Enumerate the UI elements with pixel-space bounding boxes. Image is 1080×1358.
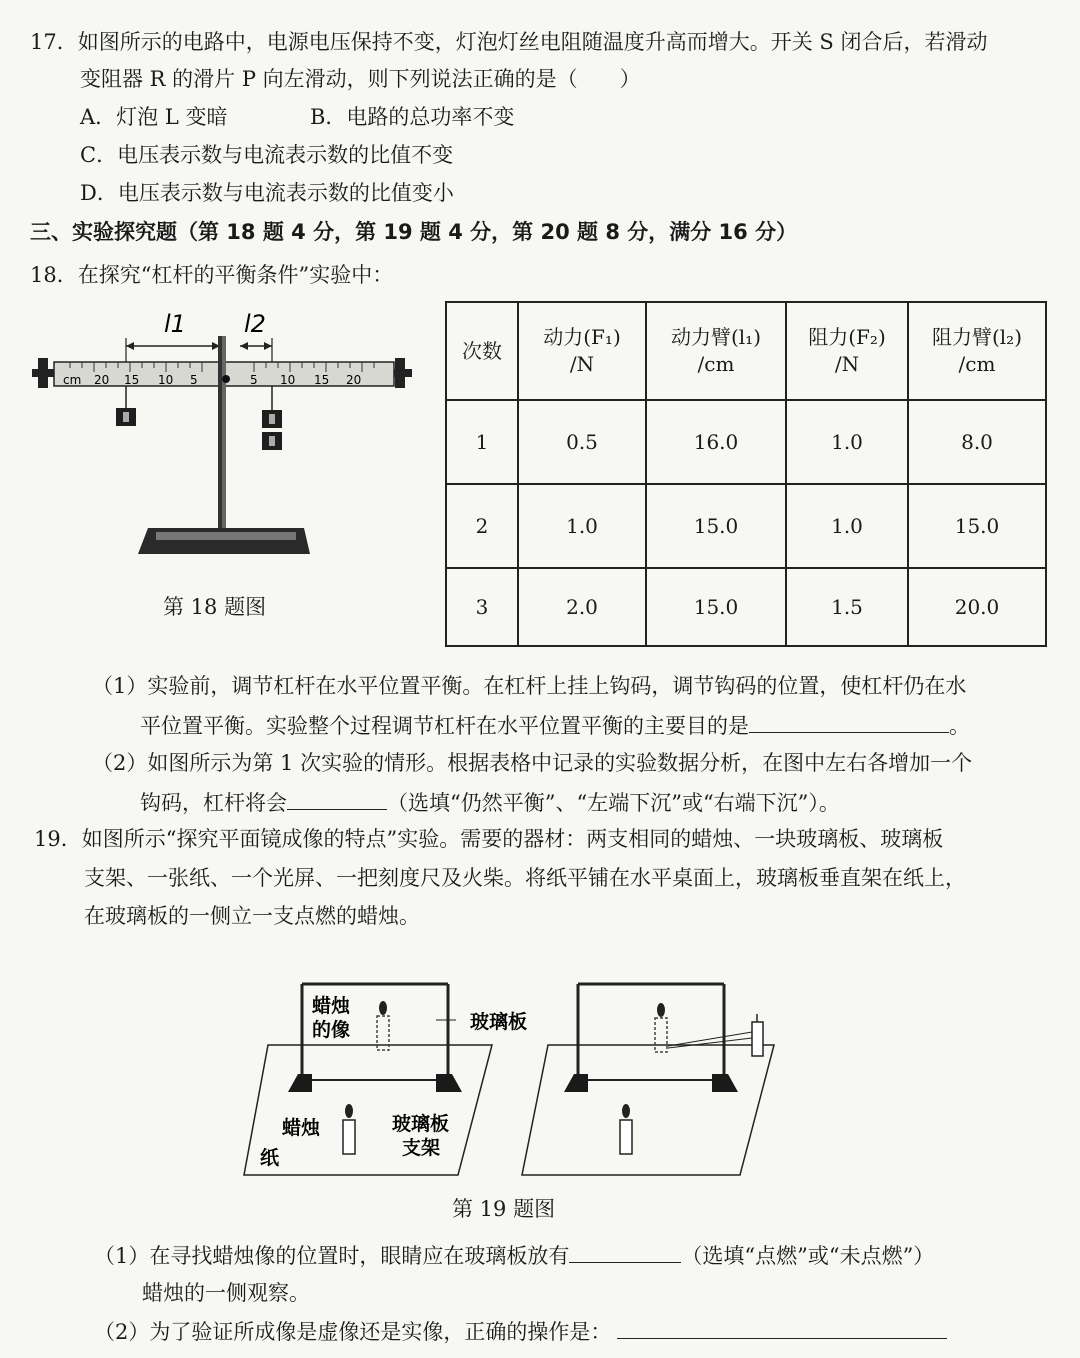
scale-tick: 10 xyxy=(158,373,174,387)
header-trial: 次数 xyxy=(446,302,518,400)
header-load-force: 阻力(F₂) /N xyxy=(786,302,908,400)
q19-part2-line1 xyxy=(94,1320,947,1343)
lever-figure xyxy=(30,300,420,570)
q17-stem-line1: 17．如图所示的电路中，电源电压保持不变，灯泡灯丝电阻随温度升高而增大。开关 S 闭合后，若滑动 xyxy=(30,30,988,54)
header-load-arm: 阻力臂(l₂) /cm xyxy=(908,302,1046,400)
table-cell: 16.0 xyxy=(646,400,786,484)
q19-figure-caption: 第 19 题图 xyxy=(452,1197,556,1221)
table-row xyxy=(446,400,1046,484)
q18-part1-answer-blank[interactable] xyxy=(749,714,949,733)
header-effort-arm: 动力臂(l₁) /cm xyxy=(646,302,786,400)
lit-candle-2 xyxy=(620,1120,632,1154)
q18-part2-hint: （选填“仍然平衡”、“左端下沉”或“右端下沉”）。 xyxy=(387,791,840,815)
label-candle-image: 蜡烛 xyxy=(312,995,351,1017)
table-cell: 1.0 xyxy=(518,484,646,568)
label-stand-2: 支架 xyxy=(402,1137,441,1159)
q18-part2-line1: （2）如图所示为第 1 次实验的情形。根据表格中记录的实验数据分析，在图中左右各增加一个 xyxy=(92,751,973,775)
q18-part2-answer-blank[interactable] xyxy=(287,791,387,810)
cm-label: cm xyxy=(63,373,82,387)
q18-part1-line2 xyxy=(140,714,970,737)
label-candle: 蜡烛 xyxy=(282,1117,321,1139)
glass-stand-right xyxy=(436,1074,462,1092)
table-cell: 0.5 xyxy=(518,400,646,484)
q17-option-c: C．电压表示数与电流表示数的比值不变 xyxy=(80,143,454,167)
q19-stem-line2: 支架、一张纸、一个光屏、一把刻度尺及火柴。将纸平铺在水平桌面上，玻璃板垂直架在纸上， xyxy=(84,866,966,890)
q19-stem-line1: 19．如图所示“探究平面镜成像的特点”实验。需要的器材：两支相同的蜡烛、一块玻璃板、玻璃板 xyxy=(34,827,944,851)
label-stand: 玻璃板 xyxy=(392,1113,450,1135)
q19-stem-line3: 在玻璃板的一侧立一支点燃的蜡烛。 xyxy=(84,904,420,928)
candle-image-2 xyxy=(655,1018,667,1052)
table-row xyxy=(446,568,1046,646)
q18-part2-text: 钩码，杠杆将会 xyxy=(140,791,287,815)
q18-intro: 18．在探究“杠杆的平衡条件”实验中： xyxy=(30,263,394,287)
q17-option-b: B．电路的总功率不变 xyxy=(310,105,515,129)
q19-part1-line1 xyxy=(94,1244,934,1267)
table-cell: 3 xyxy=(446,568,518,646)
plane-mirror-figure xyxy=(240,970,780,1180)
q18-part1-line1: （1）实验前，调节杠杆在水平位置平衡。在杠杆上挂上钩码，调节钩码的位置，使杠杆仍在水 xyxy=(92,674,967,698)
table-header-row xyxy=(446,302,1046,400)
q19-part1-line2: 蜡烛的一侧观察。 xyxy=(142,1281,310,1305)
l2-label: l2 xyxy=(244,310,266,338)
q17-stem-line2: 变阻器 R 的滑片 P 向左滑动，则下列说法正确的是（ ） xyxy=(80,67,641,91)
table-cell: 15.0 xyxy=(646,484,786,568)
paper-sheet-2 xyxy=(522,1045,774,1175)
table-cell: 15.0 xyxy=(646,568,786,646)
table-cell: 15.0 xyxy=(908,484,1046,568)
q19-part1-text: （1）在寻找蜡烛像的位置时，眼睛应在玻璃板放有 xyxy=(94,1244,570,1268)
table-cell: 1.0 xyxy=(786,484,908,568)
unlit-candle xyxy=(752,1022,763,1056)
table-cell: 2 xyxy=(446,484,518,568)
table-cell: 1 xyxy=(446,400,518,484)
stand-base xyxy=(138,528,310,554)
q18-part1-end: 。 xyxy=(949,714,970,738)
table-cell: 20.0 xyxy=(908,568,1046,646)
section-3-heading: 三、实验探究题（第 18 题 4 分，第 19 题 4 分，第 20 题 8 分，满分 16 分） xyxy=(30,220,798,244)
scale-tick: 5 xyxy=(190,373,198,387)
paper-sheet xyxy=(244,1045,492,1175)
table-cell: 1.0 xyxy=(786,400,908,484)
q18-figure-caption: 第 18 题图 xyxy=(163,595,267,619)
q19-part1-hint: （选填“点燃”或“未点燃”） xyxy=(681,1244,935,1268)
q19-part2-text: （2）为了验证所成像是虚像还是实像，正确的操作是： xyxy=(94,1320,612,1344)
lit-candle xyxy=(343,1120,355,1154)
scale-tick: 15 xyxy=(124,373,140,387)
scale-tick: 5 xyxy=(250,373,258,387)
q17-option-a: A．灯泡 L 变暗 xyxy=(80,105,228,129)
label-candle-image-2: 的像 xyxy=(312,1019,351,1041)
q19-part1-answer-blank[interactable] xyxy=(569,1244,681,1263)
l1-label: l1 xyxy=(164,310,186,338)
table-cell: 2.0 xyxy=(518,568,646,646)
table-row xyxy=(446,484,1046,568)
q18-data-table xyxy=(445,301,1047,647)
label-paper: 纸 xyxy=(260,1147,280,1169)
q18-part2-line2 xyxy=(140,791,840,814)
scale-tick: 15 xyxy=(314,373,330,387)
table-cell: 8.0 xyxy=(908,400,1046,484)
q18-part1-text: 平位置平衡。实验整个过程调节杠杆在水平位置平衡的主要目的是 xyxy=(140,714,749,738)
q17-option-d: D．电压表示数与电流表示数的比值变小 xyxy=(80,181,454,205)
label-glass-plate: 玻璃板 xyxy=(470,1011,528,1033)
scale-tick: 20 xyxy=(346,373,362,387)
table-cell: 1.5 xyxy=(786,568,908,646)
q19-part2-answer-blank[interactable] xyxy=(617,1320,947,1339)
scale-tick: 20 xyxy=(94,373,110,387)
glass-stand-left xyxy=(288,1074,312,1092)
scale-tick: 10 xyxy=(280,373,296,387)
header-effort-force: 动力(F₁) /N xyxy=(518,302,646,400)
